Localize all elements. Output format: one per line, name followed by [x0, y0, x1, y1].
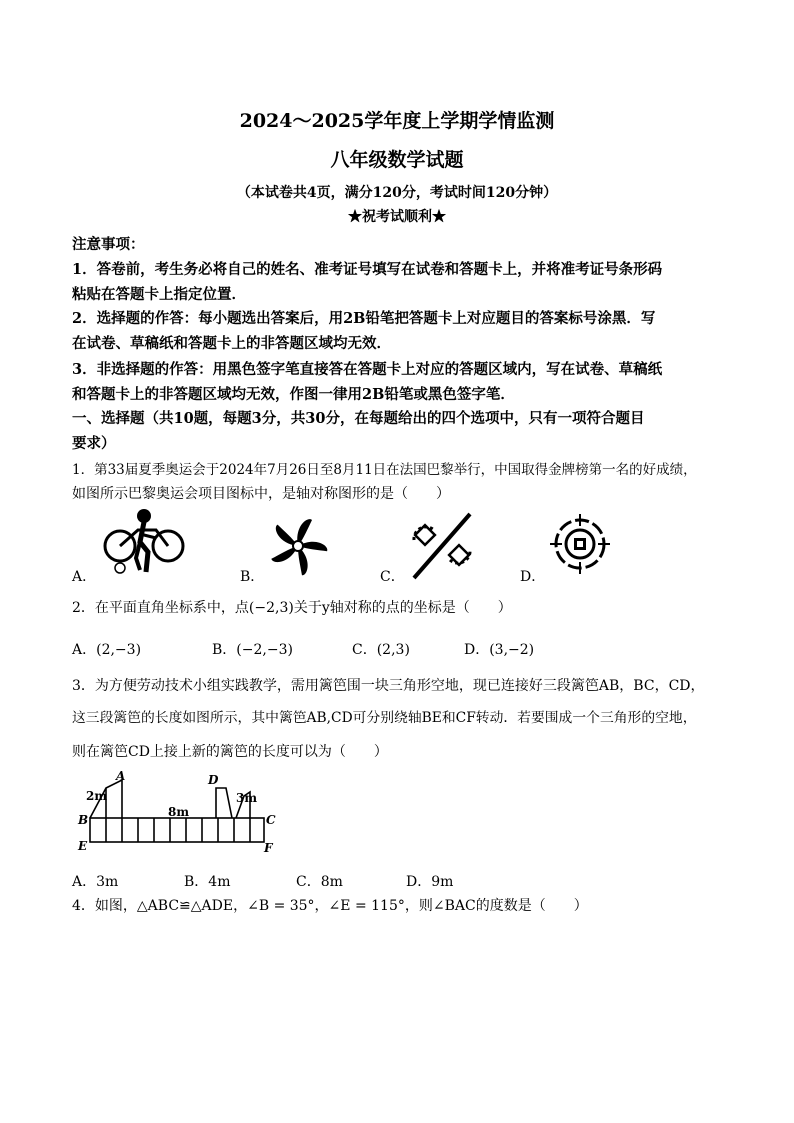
notes-line: 粘贴在答题卡上指定位置． [72, 286, 246, 303]
section-heading: 一、选择题（共10题，每题3分，共30分，在每题给出的四个选项中，只有一项符合题目 [72, 410, 645, 427]
point-b-label: B [78, 813, 89, 827]
notes-line: 3．非选择题的作答：用黑色签字笔直接答在答题卡上对应的答题区域内，写在试卷、草稿纸 [72, 361, 663, 378]
q2-option-c: C．(2,3) [352, 642, 410, 658]
point-e-label: E [78, 839, 88, 853]
q3-stem-line2: 这三段篱笆的长度如图所示，其中篱笆AB,CD可分别绕轴BE和CF转动．若要围成一个三角形的空地， [72, 710, 697, 726]
exam-info: （本试卷共4页，满分120分，考试时间120分钟） [236, 185, 558, 201]
q3-option-c: C．8m [296, 874, 343, 890]
notes-line: 和答题卡上的非答题区域均无效，作图一律用2B铅笔或黑色签字笔． [72, 386, 515, 403]
q4-stem: 4．如图，△ABC≌△ADE，∠B = 35°，∠E = 115°，则∠BAC的度数是（ ） [72, 898, 588, 914]
point-f-label: F [264, 841, 273, 855]
q1-option-c: C． [380, 569, 405, 585]
notes-line: 1．答卷前，考生务必将自己的姓名、准考证号填写在试卷和答题卡上，并将准考证号条形码 [72, 261, 663, 278]
q3-option-b: B．4m [184, 874, 231, 890]
length-cd-label: 3m [236, 791, 258, 805]
length-ab-label: 2m [86, 789, 108, 803]
q2-stem: 2．在平面直角坐标系中，点(−2,3)关于y轴对称的点的坐标是（ ） [72, 600, 512, 616]
q3-option-d: D．9m [406, 874, 454, 890]
q1-option-a: A． [72, 569, 97, 585]
page-title: 2024～2025学年度上学期学情监测 [239, 110, 555, 132]
fence-diagram [76, 768, 280, 856]
page-subtitle: 八年级数学试题 [330, 149, 464, 171]
q2-option-a: A．(2,−3) [72, 642, 142, 658]
skateboard-icon [404, 510, 480, 582]
exam-wish: ★祝考试顺利★ [348, 209, 446, 225]
q1-stem-line2: 如图所示巴黎奥运会项目图标中，是轴对称图形的是（ ） [72, 486, 450, 502]
point-d-label: D [208, 773, 219, 787]
q3-stem-line1: 3．为方便劳动技术小组实践教学，需用篱笆围一块三角形空地，现已连接好三段篱笆AB，BC，CD， [72, 678, 705, 694]
notes-line: 在试卷、草稿纸和答题卡上的非答题区域均无效． [72, 335, 391, 352]
length-bc-label: 8m [168, 805, 190, 819]
q1-option-d: D． [520, 569, 546, 585]
pinwheel-icon [262, 510, 334, 582]
q1-stem-line1: 1．第33届夏季奥运会于2024年7月26日至8月11日在法国巴黎举行，中国取得金牌榜第一名的好成绩， [72, 462, 697, 478]
q2-option-b: B．(−2,−3) [212, 642, 293, 658]
q3-stem-line3: 则在篱笆CD上接上新的篱笆的长度可以为（ ） [72, 744, 388, 760]
section-heading-cont: 要求） [72, 435, 116, 452]
target-icon [548, 512, 612, 576]
q3-option-a: A．3m [72, 874, 119, 890]
q1-option-b: B． [240, 569, 265, 585]
point-c-label: C [266, 813, 276, 827]
notes-line: 2．选择题的作答：每小题选出答案后，用2B铅笔把答题卡上对应题目的答案标号涂黑．写 [72, 310, 656, 327]
q2-option-d: D．(3,−2) [464, 642, 535, 658]
small-flower-icon [112, 560, 128, 576]
point-a-label: A [116, 769, 126, 783]
notes-heading: 注意事项： [72, 236, 145, 253]
